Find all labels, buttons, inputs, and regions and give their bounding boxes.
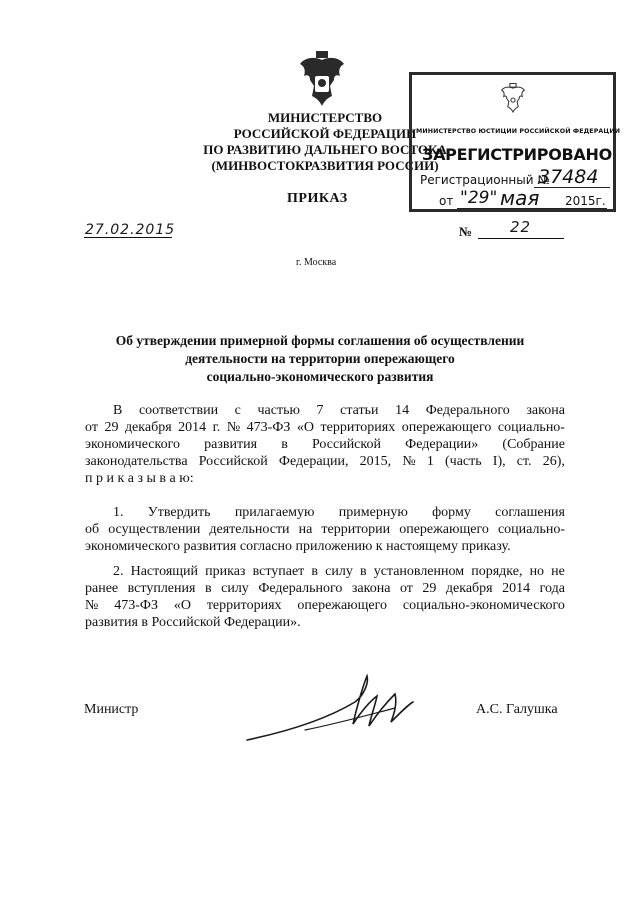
registration-stamp bbox=[409, 72, 621, 212]
handwritten-signature-icon bbox=[245, 672, 415, 742]
number-underline bbox=[478, 238, 564, 239]
ministry-line: МИНИСТЕРСТВО bbox=[267, 110, 383, 125]
stamp-regnum-value: 37484 bbox=[538, 166, 599, 188]
city: г. Москва bbox=[296, 257, 337, 268]
body-line: экономического развития в Российской Федерации» (Собрание bbox=[85, 437, 565, 452]
body-line: п р и к а з ы в а ю: bbox=[85, 471, 194, 486]
body-line: экономического развития согласно приложению к настоящему приказу. bbox=[85, 539, 511, 554]
body-line: 1. Утвердить прилагаемую примерную форму соглашения bbox=[113, 505, 565, 520]
order-number: 22 bbox=[510, 218, 532, 236]
signer-name: А.С. Галушка bbox=[476, 702, 558, 717]
stamp-date-underline bbox=[457, 208, 607, 209]
body-line: об осуществлении деятельности на территории опережающего социально- bbox=[85, 522, 565, 537]
stamp-day: "29" bbox=[460, 188, 498, 208]
body-line: законодательства Российской Федерации, 2015, № 1 (часть I), ст. 26), bbox=[85, 454, 565, 469]
order-number-label: № bbox=[459, 224, 473, 239]
signer-position: Министр bbox=[84, 702, 139, 717]
stamp-from-label: от bbox=[439, 194, 454, 208]
stamp-month: мая bbox=[500, 186, 540, 210]
coat-of-arms-icon bbox=[296, 50, 348, 108]
document-type: ПРИКАЗ bbox=[287, 191, 348, 206]
order-date: 27.02.2015 bbox=[85, 222, 176, 238]
ministry-line: (МИНВОСТОКРАЗВИТИЯ РОССИИ) bbox=[211, 158, 439, 173]
body-line: ранее вступления в силу Федерального закона от 29 декабря 2014 года bbox=[85, 581, 565, 596]
ministry-line: ПО РАЗВИТИЮ ДАЛЬНЕГО ВОСТОКА bbox=[203, 142, 447, 157]
title-line: Об утверждении примерной формы соглашения об осуществлении bbox=[115, 333, 525, 348]
body-line: развития в Российской Федерации». bbox=[85, 615, 301, 630]
ministry-line: РОССИЙСКОЙ ФЕДЕРАЦИИ bbox=[233, 126, 417, 141]
date-underline bbox=[84, 237, 172, 238]
title-line: деятельности на территории опережающего bbox=[185, 351, 455, 366]
title-line: социально-экономического развития bbox=[206, 369, 434, 384]
stamp-year: 2015г. bbox=[565, 194, 606, 208]
item-1-paragraph bbox=[85, 504, 565, 555]
item-2-paragraph bbox=[85, 563, 565, 631]
body-line: В соответствии с частью 7 статьи 14 Федерального закона bbox=[113, 403, 565, 418]
stamp-coat-of-arms-icon bbox=[499, 83, 527, 113]
stamp-regnum-underline bbox=[534, 187, 610, 188]
document-title bbox=[100, 332, 540, 386]
stamp-ministry: МИНИСТЕРСТВО ЮСТИЦИИ РОССИЙСКОЙ ФЕДЕРАЦИИ bbox=[416, 128, 621, 135]
body-line: № 473-ФЗ «О территориях опережающего социально-экономического bbox=[85, 598, 565, 613]
preamble-paragraph bbox=[85, 402, 565, 487]
body-line: от 29 декабря 2014 г. № 473-ФЗ «О территориях опережающего социально- bbox=[85, 420, 565, 435]
body-line: 2. Настоящий приказ вступает в силу в установленном порядке, но не bbox=[113, 564, 565, 579]
stamp-regnum-label: Регистрационный № bbox=[420, 173, 550, 187]
stamp-registered: ЗАРЕГИСТРИРОВАНО bbox=[422, 145, 612, 164]
